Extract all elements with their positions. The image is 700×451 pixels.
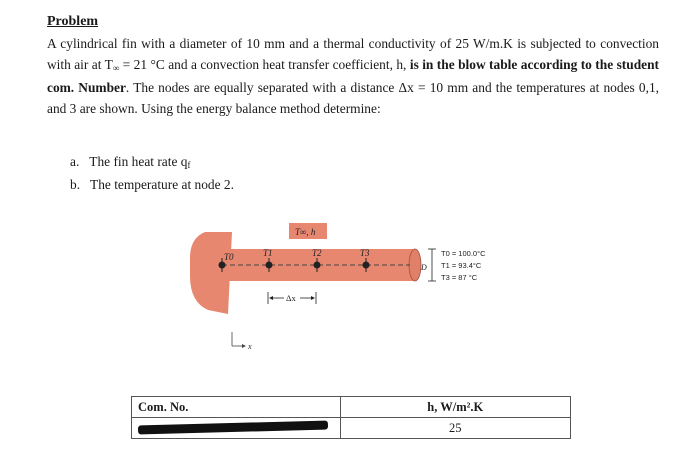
node-1-label: T1 <box>263 248 273 258</box>
node-2-label: T2 <box>312 248 322 258</box>
dx-label: Δx <box>286 293 296 303</box>
ambient-label: T∞, h <box>295 227 316 237</box>
problem-heading: Problem <box>47 14 99 29</box>
temp-t3: T3 = 87 °C <box>441 273 478 282</box>
x-axis-label: x <box>248 342 252 351</box>
node-0-label: T0 <box>224 252 234 262</box>
problem-statement: A cylindrical fin with a diameter of 10 mm and a thermal conductivity of 25 W/m.K is subjected to convection with air at $T_\infty = 21$ °C and a convection heat transfer coefficient, h, is in the blow table according to the student com. Number. The nodes are equally separated with a distance Δx = 10 mm and the temperatures at nodes 0,1, and 3 are shown. Using the energy balance method determine: <box>47 36 659 116</box>
diameter-label: D <box>421 263 427 272</box>
temp-t1: T1 = 93.4°C <box>441 261 482 270</box>
h-header: h, W/m².K <box>340 397 570 418</box>
temp-t0: T0 = 100.0°C <box>441 249 486 258</box>
redacted-mark <box>138 420 328 434</box>
com-no-header: Com. No. <box>132 397 341 418</box>
node-3-label: T3 <box>360 248 370 258</box>
question-b: b. The temperature at node 2. <box>70 177 234 192</box>
com-no-cell <box>132 418 341 439</box>
question-a: a. The fin heat rate $q_f$ <box>70 154 191 170</box>
fin-tip <box>409 249 421 281</box>
student-table <box>131 396 571 439</box>
h-value-cell: 25 <box>340 418 570 439</box>
